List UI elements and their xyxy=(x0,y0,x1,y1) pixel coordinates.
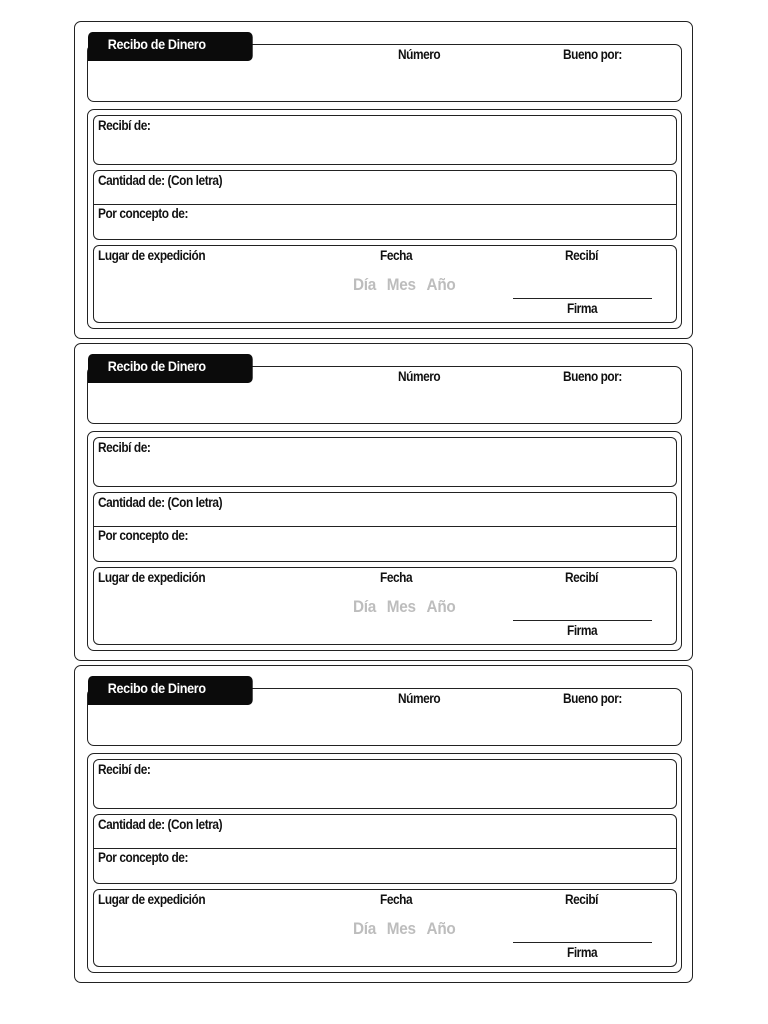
lugar-label: Lugar de expedición xyxy=(98,570,206,585)
recibi-de-label: Recibí de: xyxy=(98,762,151,777)
dia-label: Día xyxy=(353,275,377,294)
concepto-label: Por concepto de: xyxy=(98,528,188,543)
cantidad-label: Cantidad de: (Con letra) xyxy=(98,173,223,188)
numero-label: Número xyxy=(398,691,441,706)
signature-line[interactable] xyxy=(513,942,652,943)
recibi-label: Recibí xyxy=(565,248,599,263)
recibi-de-field[interactable] xyxy=(93,759,677,809)
concepto-label: Por concepto de: xyxy=(98,206,188,221)
firma-label: Firma xyxy=(567,623,598,638)
mes-label: Mes xyxy=(386,597,416,616)
bueno-por-label: Bueno por: xyxy=(563,47,622,62)
recibi-de-field[interactable] xyxy=(93,115,677,165)
cantidad-label: Cantidad de: (Con letra) xyxy=(98,817,223,832)
lugar-label: Lugar de expedición xyxy=(98,892,206,907)
divider-line xyxy=(94,526,676,527)
divider-line xyxy=(94,848,676,849)
numero-label: Número xyxy=(398,369,441,384)
recibi-de-label: Recibí de: xyxy=(98,440,151,455)
recibi-de-label: Recibí de: xyxy=(98,118,151,133)
fecha-label: Fecha xyxy=(380,570,413,585)
date-placeholder xyxy=(353,597,466,617)
bueno-por-label: Bueno por: xyxy=(563,369,622,384)
fecha-label: Fecha xyxy=(380,248,413,263)
divider-line xyxy=(94,204,676,205)
date-placeholder xyxy=(353,275,466,295)
recibi-label: Recibí xyxy=(565,570,599,585)
date-placeholder xyxy=(353,919,466,939)
anio-label: Año xyxy=(426,919,456,938)
mes-label: Mes xyxy=(386,275,416,294)
dia-label: Día xyxy=(353,597,377,616)
mes-label: Mes xyxy=(386,919,416,938)
signature-line[interactable] xyxy=(513,298,652,299)
numero-label: Número xyxy=(398,47,441,62)
receipt-3 xyxy=(74,665,693,983)
anio-label: Año xyxy=(426,597,456,616)
recibi-de-field[interactable] xyxy=(93,437,677,487)
firma-label: Firma xyxy=(567,945,598,960)
signature-line[interactable] xyxy=(513,620,652,621)
firma-label: Firma xyxy=(567,301,598,316)
receipt-title: Recibo de Dinero xyxy=(88,676,253,705)
recibi-label: Recibí xyxy=(565,892,599,907)
bueno-por-label: Bueno por: xyxy=(563,691,622,706)
receipt-title: Recibo de Dinero xyxy=(88,354,253,383)
dia-label: Día xyxy=(353,919,377,938)
anio-label: Año xyxy=(426,275,456,294)
lugar-label: Lugar de expedición xyxy=(98,248,206,263)
fecha-label: Fecha xyxy=(380,892,413,907)
receipt-1 xyxy=(74,21,693,339)
cantidad-label: Cantidad de: (Con letra) xyxy=(98,495,223,510)
concepto-label: Por concepto de: xyxy=(98,850,188,865)
receipt-2 xyxy=(74,343,693,661)
receipt-title: Recibo de Dinero xyxy=(88,32,253,61)
